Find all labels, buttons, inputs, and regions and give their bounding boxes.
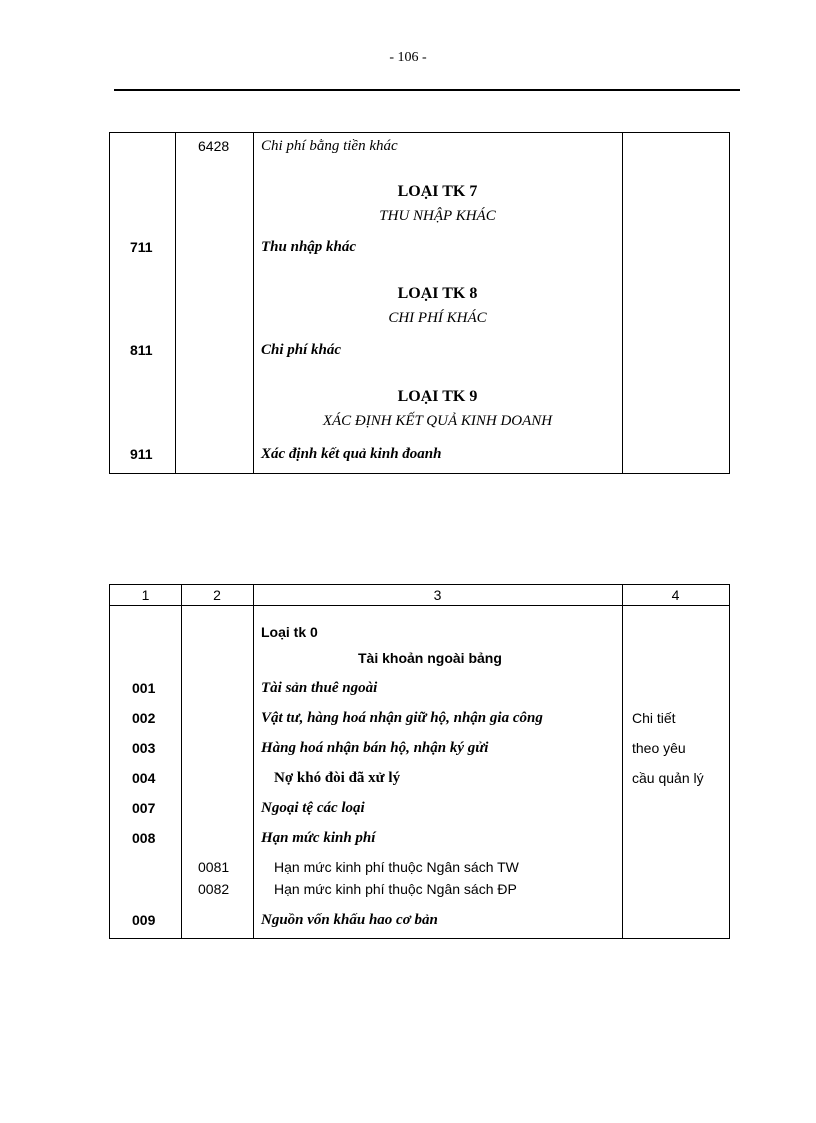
section-subheading: XÁC ĐỊNH KẾT QUẢ KINH DOANH [322, 413, 553, 429]
column-header: 3 [433, 587, 442, 603]
note-line: cầu quản lý [632, 770, 704, 786]
section-subheading: CHI PHÍ KHÁC [388, 310, 487, 326]
note-line: Chi tiết [632, 710, 676, 726]
col-divider [175, 133, 176, 473]
section-subheading: THU NHẬP KHÁC [379, 208, 496, 224]
section-heading: LOẠI TK 7 [397, 183, 478, 200]
header-divider [110, 605, 729, 606]
col-divider [253, 585, 254, 938]
sub-account-name: Hạn mức kinh phí thuộc Ngân sách TW [274, 859, 519, 875]
account-table-2 [109, 584, 730, 939]
account-code: 007 [132, 800, 156, 816]
account-table-1 [109, 132, 730, 474]
account-name: Xác định kết quả kinh đoanh [261, 446, 442, 462]
account-name: Chi phí khác [261, 342, 342, 358]
group-title: Loại tk 0 [261, 624, 318, 640]
sub-account-code: 6428 [198, 138, 230, 154]
account-code: 711 [130, 239, 153, 255]
account-name: Ngoại tệ các loại [261, 800, 365, 816]
column-header: 2 [213, 587, 221, 603]
account-code: 002 [132, 710, 156, 726]
account-name: Hàng hoá nhận bán hộ, nhận ký gửi [261, 740, 489, 756]
sub-account-name: Hạn mức kinh phí thuộc Ngân sách ĐP [274, 881, 517, 897]
sub-account-code: 0081 [198, 859, 230, 875]
account-code: 811 [130, 342, 153, 358]
page-number: - 106 - [389, 50, 427, 65]
account-name: Nợ khó đòi đã xử lý [274, 770, 401, 786]
column-header: 1 [141, 587, 150, 603]
account-code: 008 [132, 830, 156, 846]
account-code: 009 [132, 912, 156, 928]
sub-account-code: 0082 [198, 881, 230, 897]
account-name: Nguồn vốn khấu hao cơ bản [261, 912, 438, 928]
account-name: Chi phí bằng tiền khác [261, 138, 398, 154]
col-divider [622, 133, 623, 473]
header-rule [114, 89, 740, 91]
account-code: 911 [130, 446, 153, 462]
section-heading: LOẠI TK 9 [397, 388, 478, 405]
col-divider [181, 585, 182, 938]
col-divider [622, 585, 623, 938]
section-heading: LOẠI TK 8 [397, 285, 478, 302]
note-line: theo yêu [632, 740, 686, 756]
column-header: 4 [671, 587, 680, 603]
account-code: 001 [132, 680, 156, 696]
account-name: Hạn mức kinh phí [261, 830, 376, 846]
account-name: Tài sản thuê ngoài [261, 680, 378, 696]
account-code: 004 [132, 770, 156, 786]
group-subtitle: Tài khoản ngoài bảng [358, 650, 502, 666]
account-code: 003 [132, 740, 156, 756]
account-name: Vật tư, hàng hoá nhận giữ hộ, nhận gia công [261, 710, 543, 726]
account-name: Thu nhập khác [261, 239, 357, 255]
